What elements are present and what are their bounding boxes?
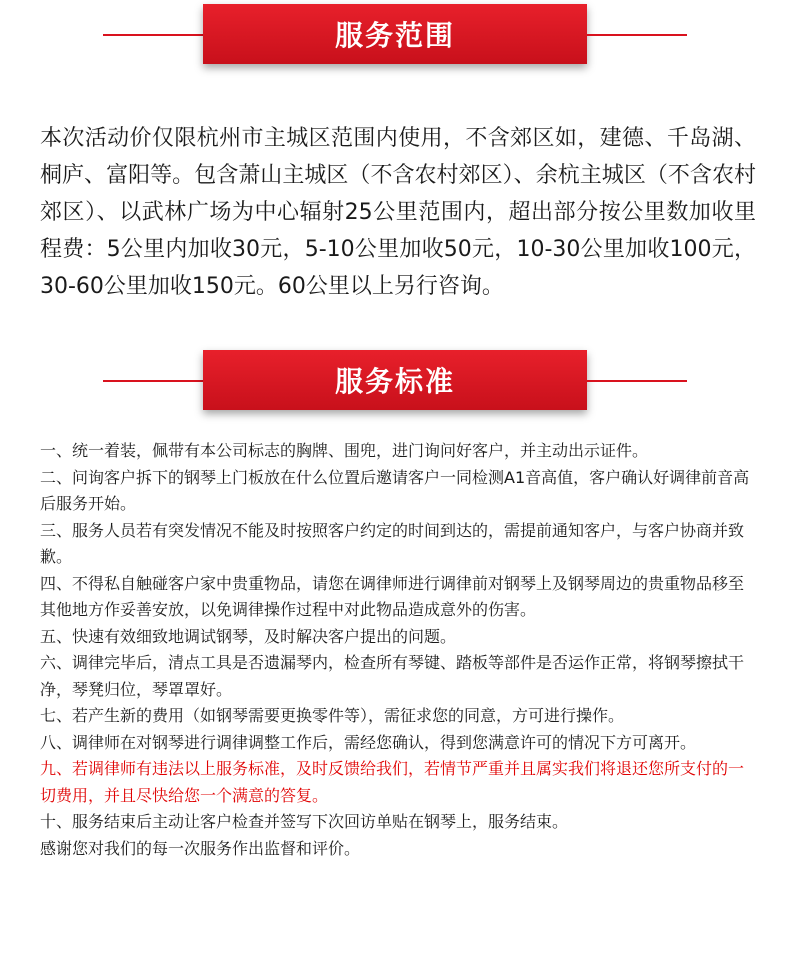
section-title-standards: 服务标准: [203, 350, 587, 410]
divider-line-right: [587, 380, 687, 382]
standard-item-2: 二、问询客户拆下的钢琴上门板放在什么位置后邀请客户一同检测A1音高值，客户确认好调律前音高后服务开始。: [40, 467, 750, 513]
section-header-standards: [0, 350, 790, 410]
standard-item-4: 四、不得私自触碰客户家中贵重物品，请您在调律师进行调律前对钢琴上及钢琴周边的贵重物品移至其他地方作妥善安放，以免调律操作过程中对此物品造成意外的伤害。: [40, 573, 745, 619]
standard-item-5: 五、快速有效细致地调试钢琴，及时解决客户提出的问题。: [40, 626, 457, 646]
standard-item-3: 三、服务人员若有突发情况不能及时按照客户约定的时间到达的，需提前通知客户，与客户协商并致歉。: [40, 520, 745, 566]
divider-line-left: [103, 380, 203, 382]
scope-paragraph: 本次活动价仅限杭州市主城区范围内使用，不含郊区如，建德、千岛湖、桐庐、富阳等。包含萧山主城区（不含农村郊区）、余杭主城区（不含农村郊区）、以武林广场为中心辐射25公里范围内，超出部分按公里数加收里程费：5公里内加收30元，5-10公里加收50元，10-30公里加收100元，30-60公里加收150元。60公里以上另行咨询。: [40, 126, 756, 299]
standard-item-7: 七、若产生新的费用（如钢琴需要更换零件等），需征求您的同意，方可进行操作。: [40, 706, 625, 725]
section-title-scope: 服务范围: [203, 4, 587, 64]
standards-list: [40, 438, 752, 862]
standard-item-9-highlight: 九、若调律师有违法以上服务标准，及时反馈给我们，若情节严重并且属实我们将退还您所支付的一切费用，并且尽快给您一个满意的答复。: [40, 759, 745, 805]
divider-line-right: [587, 34, 687, 36]
closing-note: 感谢您对我们的每一次服务作出监督和评价。: [40, 838, 361, 858]
divider-line-left: [103, 34, 203, 36]
standard-item-6: 六、调律完毕后，清点工具是否遗漏琴内，检查所有琴键、踏板等部件是否运作正常，将钢琴擦拭干净，琴凳归位，琴罩罩好。: [40, 653, 745, 699]
standard-item-10: 十、服务结束后主动让客户检查并签写下次回访单贴在钢琴上，服务结束。: [40, 812, 569, 831]
standard-item-1: 一、统一着装，佩带有本公司标志的胸牌、围兜，进门询问好客户，并主动出示证件。: [40, 441, 649, 460]
standard-item-8: 八、调律师在对钢琴进行调律调整工作后，需经您确认，得到您满意许可的情况下方可离开。: [40, 732, 697, 752]
section-header-scope: [0, 4, 790, 64]
